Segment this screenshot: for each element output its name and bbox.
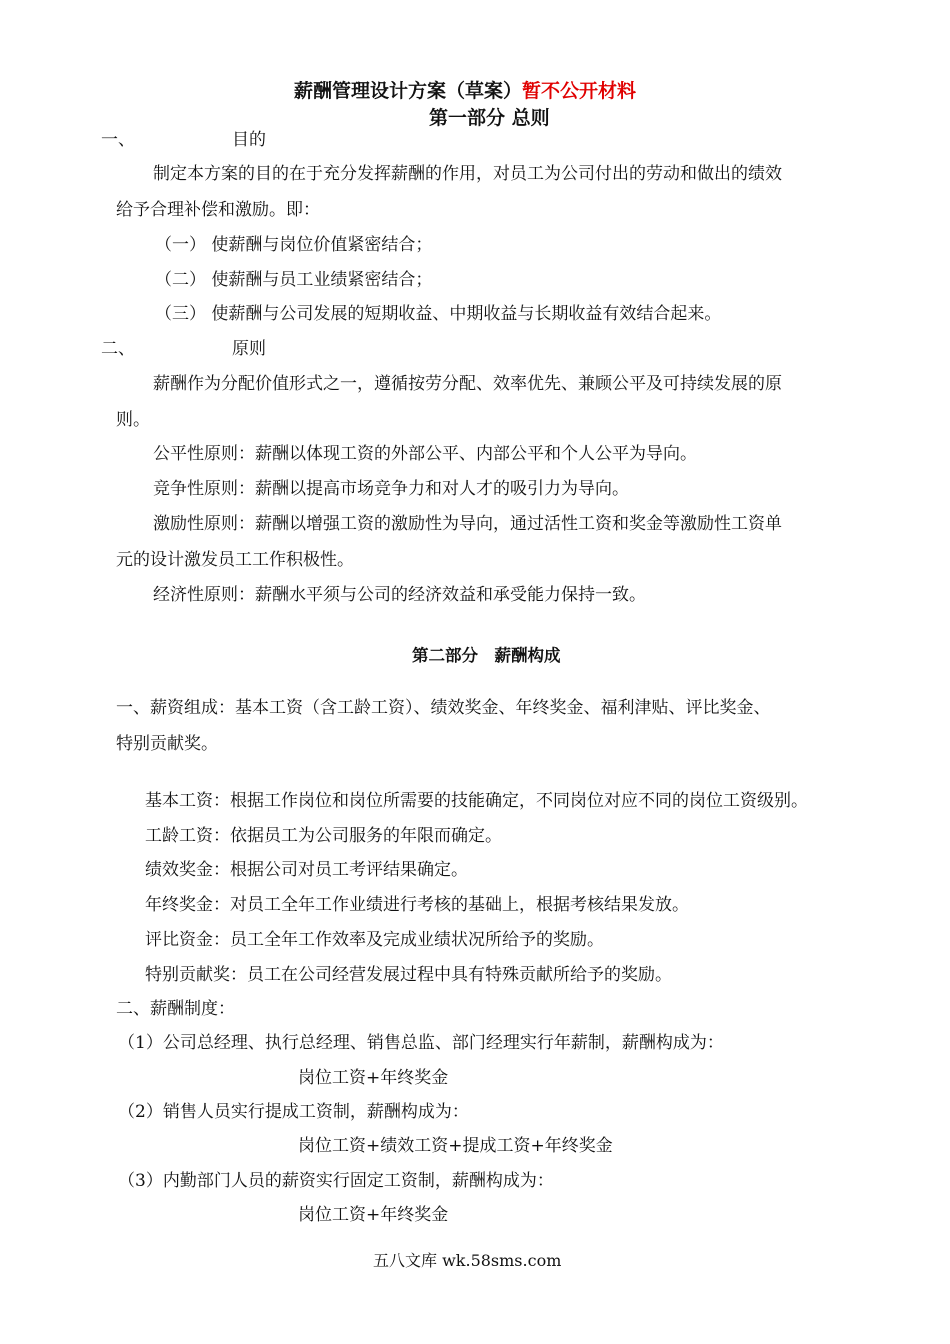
s2-number: 二、: [101, 339, 135, 359]
base-salary-item: 基本工资：根据工作岗位和岗位所需要的技能确定，不同岗位对应不同的岗位工资级别。: [145, 791, 808, 811]
part2-heading: 第二部分 薪酬构成: [412, 646, 561, 665]
s2-fairness-principle: 公平性原则：薪酬以体现工资的外部公平、内部公平和个人公平为导向。: [153, 444, 697, 464]
s1-heading: 目的: [232, 130, 266, 150]
year-end-bonus-item: 年终奖金：对员工全年工作业绩进行考核的基础上，根据考核结果发放。: [145, 895, 689, 915]
s2-competitiveness-principle: 竞争性原则：薪酬以提高市场竞争力和对人才的吸引力为导向。: [153, 479, 629, 499]
s1-paragraph-line1: 制定本方案的目的在于充分发挥薪酬的作用，对员工为公司付出的劳动和做出的绩效: [153, 164, 782, 184]
rating-bonus-item: 评比资金：员工全年工作效率及完成业绩状况所给予的奖励。: [145, 930, 604, 950]
s2-heading: 原则: [232, 339, 266, 359]
system-item-3-formula: 岗位工资+年终奖金: [298, 1205, 449, 1225]
performance-bonus-item: 绩效奖金：根据公司对员工考评结果确定。: [145, 860, 468, 880]
seniority-pay-item: 工龄工资：依据员工为公司服务的年限而确定。: [145, 826, 502, 846]
s1-list-item-2: （二） 使薪酬与员工业绩紧密结合；: [155, 270, 433, 290]
title-confidential-note: 暂不公开材料: [522, 80, 637, 102]
s1-number: 一、: [101, 130, 135, 150]
s2-paragraph-line2: 则。: [116, 410, 150, 430]
s2-incentive-principle-line2: 元的设计激发员工工作积极性。: [116, 550, 354, 570]
p2-s1-line1: 一、薪资组成：基本工资（含工龄工资）、绩效奖金、年终奖金、福利津贴、评比奖金、: [116, 698, 771, 718]
s1-list-item-3: （三） 使薪酬与公司发展的短期收益、中期收益与长期收益有效结合起来。: [155, 304, 722, 324]
p2-s1-line2: 特别贡献奖。: [116, 734, 218, 754]
page-footer: 五八文库 wk.58sms.com: [373, 1251, 562, 1270]
system-item-2: （2）销售人员实行提成工资制，薪酬构成为：: [118, 1102, 469, 1122]
system-item-1: （1）公司总经理、执行总经理、销售总监、部门经理实行年薪制，薪酬构成为：: [118, 1033, 724, 1053]
s2-paragraph-line1: 薪酬作为分配价值形式之一，遵循按劳分配、效率优先、兼顾公平及可持续发展的原: [153, 374, 782, 394]
document-title: [294, 76, 636, 103]
s1-paragraph-line2: 给予合理补偿和激励。即：: [116, 200, 320, 220]
system-item-3: （3）内勤部门人员的薪资实行固定工资制，薪酬构成为：: [118, 1171, 554, 1191]
s2-incentive-principle-line1: 激励性原则：薪酬以增强工资的激励性为导向，通过活性工资和奖金等激励性工资单: [153, 514, 782, 534]
system-item-2-formula: 岗位工资+绩效工资+提成工资+年终奖金: [298, 1136, 613, 1156]
system-item-1-formula: 岗位工资+年终奖金: [298, 1068, 449, 1088]
s2-economy-principle: 经济性原则：薪酬水平须与公司的经济效益和承受能力保持一致。: [153, 585, 646, 605]
special-contribution-item: 特别贡献奖：员工在公司经营发展过程中具有特殊贡献所给予的奖励。: [145, 965, 672, 985]
title-main: 薪酬管理设计方案（草案）: [294, 80, 523, 102]
part1-heading: 第一部分 总则: [429, 107, 550, 129]
s1-list-item-1: （一） 使薪酬与岗位价值紧密结合；: [155, 235, 433, 255]
p2-s2-heading: 二、薪酬制度：: [116, 999, 235, 1019]
